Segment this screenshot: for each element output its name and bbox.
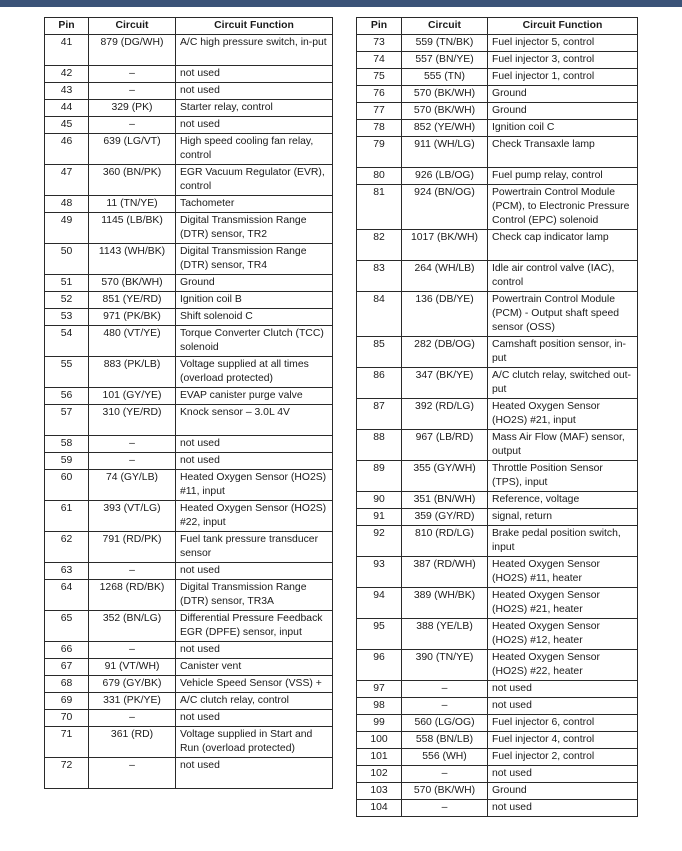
function-cell: Ground (176, 275, 333, 292)
table-row (357, 526, 638, 557)
pin-cell: 100 (357, 732, 402, 749)
table-row (45, 134, 333, 165)
function-cell: not used (176, 642, 333, 659)
pin-cell: 96 (357, 650, 402, 681)
circuit-cell: 570 (BK/WH) (402, 86, 488, 103)
table-row (357, 261, 638, 292)
circuit-cell: 926 (LB/OG) (402, 168, 488, 185)
function-cell: Heated Oxygen Sensor (HO2S) #21, input (488, 399, 638, 430)
circuit-cell: 91 (VT/WH) (89, 659, 176, 676)
pin-cell: 62 (45, 532, 89, 563)
table-row (45, 532, 333, 563)
pin-cell: 49 (45, 213, 89, 244)
table-row (357, 749, 638, 766)
pin-cell: 102 (357, 766, 402, 783)
pin-cell: 72 (45, 758, 89, 789)
circuit-cell: – (89, 436, 176, 453)
table-row (357, 86, 638, 103)
table-row (45, 642, 333, 659)
pin-cell: 93 (357, 557, 402, 588)
pin-cell: 88 (357, 430, 402, 461)
function-cell: Heated Oxygen Sensor (HO2S) #11, heater (488, 557, 638, 588)
function-cell: EGR Vacuum Regulator (EVR), control (176, 165, 333, 196)
circuit-cell: 560 (LG/OG) (402, 715, 488, 732)
circuit-cell: 136 (DB/YE) (402, 292, 488, 337)
table-row (45, 563, 333, 580)
circuit-cell: 556 (WH) (402, 749, 488, 766)
pin-cell: 54 (45, 326, 89, 357)
table-row (357, 650, 638, 681)
function-cell: Heated Oxygen Sensor (HO2S) #11, input (176, 470, 333, 501)
function-cell: A/C clutch relay, control (176, 693, 333, 710)
table-row (357, 168, 638, 185)
pin-cell: 45 (45, 117, 89, 134)
pin-cell: 68 (45, 676, 89, 693)
circuit-cell: – (402, 698, 488, 715)
function-cell: Voltage supplied in Start and Run (overload protected) (176, 727, 333, 758)
table-row (357, 35, 638, 52)
pin-cell: 64 (45, 580, 89, 611)
circuit-cell: 388 (YE/LB) (402, 619, 488, 650)
pin-cell: 80 (357, 168, 402, 185)
circuit-cell: – (89, 453, 176, 470)
table-row (357, 509, 638, 526)
function-cell: Fuel injector 1, control (488, 69, 638, 86)
circuit-cell: – (402, 681, 488, 698)
circuit-cell: 11 (TN/YE) (89, 196, 176, 213)
table-row (45, 357, 333, 388)
table-row (357, 337, 638, 368)
function-cell: Powertrain Control Module (PCM), to Electronic Pressure Control (EPC) solenoid (488, 185, 638, 230)
pin-cell: 92 (357, 526, 402, 557)
function-cell: Ground (488, 86, 638, 103)
function-cell: High speed cooling fan relay, control (176, 134, 333, 165)
pin-cell: 53 (45, 309, 89, 326)
window-top-bar (0, 0, 682, 7)
pin-cell: 78 (357, 120, 402, 137)
function-cell: Torque Converter Clutch (TCC) solenoid (176, 326, 333, 357)
function-cell: Reference, voltage (488, 492, 638, 509)
circuit-cell: 282 (DB/OG) (402, 337, 488, 368)
table-row (45, 727, 333, 758)
table-row (357, 715, 638, 732)
pin-cell: 42 (45, 66, 89, 83)
table-row (45, 100, 333, 117)
function-cell: Brake pedal position switch, input (488, 526, 638, 557)
function-cell: not used (488, 681, 638, 698)
circuit-cell: 924 (BN/OG) (402, 185, 488, 230)
table-row (45, 326, 333, 357)
table-row (45, 453, 333, 470)
circuit-cell: 387 (RD/WH) (402, 557, 488, 588)
function-cell: Heated Oxygen Sensor (HO2S) #22, input (176, 501, 333, 532)
pin-cell: 99 (357, 715, 402, 732)
circuit-cell: 351 (BN/WH) (402, 492, 488, 509)
function-cell: Knock sensor – 3.0L 4V (176, 405, 333, 436)
pin-cell: 81 (357, 185, 402, 230)
pin-cell: 46 (45, 134, 89, 165)
circuit-cell: 967 (LB/RD) (402, 430, 488, 461)
table-row (45, 580, 333, 611)
pin-cell: 101 (357, 749, 402, 766)
function-cell: Mass Air Flow (MAF) sensor, output (488, 430, 638, 461)
pin-cell: 85 (357, 337, 402, 368)
function-cell: Throttle Position Sensor (TPS), input (488, 461, 638, 492)
circuit-cell: 679 (GY/BK) (89, 676, 176, 693)
circuit-cell: 558 (BN/LB) (402, 732, 488, 749)
circuit-cell: 359 (GY/RD) (402, 509, 488, 526)
function-cell: Canister vent (176, 659, 333, 676)
function-cell: Starter relay, control (176, 100, 333, 117)
pin-cell: 44 (45, 100, 89, 117)
function-cell: Fuel injector 2, control (488, 749, 638, 766)
pin-cell: 97 (357, 681, 402, 698)
pin-cell: 60 (45, 470, 89, 501)
circuit-cell: 331 (PK/YE) (89, 693, 176, 710)
pin-cell: 87 (357, 399, 402, 430)
circuit-cell: 361 (RD) (89, 727, 176, 758)
table-row (45, 470, 333, 501)
circuit-cell: 264 (WH/LB) (402, 261, 488, 292)
table-row (45, 659, 333, 676)
table-row (45, 117, 333, 134)
table-row (357, 368, 638, 399)
circuit-cell: 791 (RD/PK) (89, 532, 176, 563)
function-cell: Ignition coil B (176, 292, 333, 309)
function-cell: Differential Pressure Feedback EGR (DPFE) sensor, input (176, 611, 333, 642)
circuit-cell: – (89, 83, 176, 100)
pin-cell: 52 (45, 292, 89, 309)
pin-cell: 91 (357, 509, 402, 526)
function-cell: not used (176, 453, 333, 470)
pin-cell: 94 (357, 588, 402, 619)
table-row (45, 35, 333, 66)
function-cell: not used (176, 117, 333, 134)
header-circuit-function: Circuit Function (176, 18, 333, 35)
table-row (357, 800, 638, 817)
circuit-cell: 555 (TN) (402, 69, 488, 86)
circuit-cell: – (89, 117, 176, 134)
function-cell: Digital Transmission Range (DTR) sensor, TR2 (176, 213, 333, 244)
table-row (357, 461, 638, 492)
function-cell: not used (176, 563, 333, 580)
circuit-cell: 639 (LG/VT) (89, 134, 176, 165)
function-cell: Heated Oxygen Sensor (HO2S) #22, heater (488, 650, 638, 681)
table-row (45, 693, 333, 710)
table-header-row (45, 18, 333, 35)
function-cell: Powertrain Control Module (PCM) - Output shaft speed sensor (OSS) (488, 292, 638, 337)
circuit-cell: 392 (RD/LG) (402, 399, 488, 430)
table-row (45, 501, 333, 532)
pin-cell: 55 (45, 357, 89, 388)
pin-cell: 58 (45, 436, 89, 453)
table-row (45, 611, 333, 642)
table-row (357, 399, 638, 430)
table-row (45, 292, 333, 309)
table-row (357, 766, 638, 783)
pin-cell: 71 (45, 727, 89, 758)
function-cell: not used (488, 766, 638, 783)
pin-cell: 59 (45, 453, 89, 470)
function-cell: Ignition coil C (488, 120, 638, 137)
circuit-cell: 911 (WH/LG) (402, 137, 488, 168)
function-cell: Digital Transmission Range (DTR) sensor, TR3A (176, 580, 333, 611)
table-row (45, 676, 333, 693)
function-cell: Fuel tank pressure transducer sensor (176, 532, 333, 563)
circuit-cell: 971 (PK/BK) (89, 309, 176, 326)
table-row (357, 492, 638, 509)
pin-cell: 79 (357, 137, 402, 168)
function-cell: Check cap indicator lamp (488, 230, 638, 261)
table-row (45, 388, 333, 405)
function-cell: Camshaft position sensor, in-put (488, 337, 638, 368)
circuit-cell: 74 (GY/LB) (89, 470, 176, 501)
circuit-cell: 1017 (BK/WH) (402, 230, 488, 261)
function-cell: not used (488, 698, 638, 715)
circuit-cell: 101 (GY/YE) (89, 388, 176, 405)
pin-cell: 90 (357, 492, 402, 509)
circuit-cell: 570 (BK/WH) (402, 103, 488, 120)
circuit-cell: 389 (WH/BK) (402, 588, 488, 619)
pin-cell: 75 (357, 69, 402, 86)
function-cell: Shift solenoid C (176, 309, 333, 326)
pin-cell: 103 (357, 783, 402, 800)
circuit-cell: 851 (YE/RD) (89, 292, 176, 309)
function-cell: A/C high pressure switch, in-put (176, 35, 333, 66)
table-row (357, 52, 638, 69)
circuit-cell: 329 (PK) (89, 100, 176, 117)
header-circuit-function: Circuit Function (488, 18, 638, 35)
pin-cell: 63 (45, 563, 89, 580)
circuit-cell: – (89, 710, 176, 727)
circuit-cell: 852 (YE/WH) (402, 120, 488, 137)
pin-cell: 57 (45, 405, 89, 436)
pin-cell: 67 (45, 659, 89, 676)
pin-cell: 77 (357, 103, 402, 120)
pin-cell: 51 (45, 275, 89, 292)
function-cell: Voltage supplied at all times (overload protected) (176, 357, 333, 388)
circuit-cell: – (89, 758, 176, 789)
pin-cell: 84 (357, 292, 402, 337)
circuit-cell: 390 (TN/YE) (402, 650, 488, 681)
pin-table-right (356, 17, 638, 817)
table-row (357, 185, 638, 230)
function-cell: Fuel injector 3, control (488, 52, 638, 69)
table-row (357, 588, 638, 619)
table-row (357, 120, 638, 137)
table-row (357, 230, 638, 261)
pin-cell: 104 (357, 800, 402, 817)
table-row (45, 275, 333, 292)
circuit-cell: – (89, 563, 176, 580)
pin-table-left (44, 17, 333, 789)
function-cell: Ground (488, 783, 638, 800)
function-cell: Heated Oxygen Sensor (HO2S) #12, heater (488, 619, 638, 650)
circuit-cell: 883 (PK/LB) (89, 357, 176, 388)
function-cell: A/C clutch relay, switched out-put (488, 368, 638, 399)
table-row (45, 758, 333, 789)
table-row (45, 83, 333, 100)
pin-cell: 74 (357, 52, 402, 69)
function-cell: Ground (488, 103, 638, 120)
pin-cell: 41 (45, 35, 89, 66)
function-cell: not used (488, 800, 638, 817)
pin-cell: 47 (45, 165, 89, 196)
pin-cell: 98 (357, 698, 402, 715)
table-row (357, 557, 638, 588)
table-row (357, 681, 638, 698)
table-row (357, 292, 638, 337)
circuit-cell: 1268 (RD/BK) (89, 580, 176, 611)
circuit-cell: 810 (RD/LG) (402, 526, 488, 557)
circuit-cell: 347 (BK/YE) (402, 368, 488, 399)
function-cell: Check Transaxle lamp (488, 137, 638, 168)
function-cell: Fuel injector 6, control (488, 715, 638, 732)
circuit-cell: 480 (VT/YE) (89, 326, 176, 357)
table-row (45, 436, 333, 453)
pin-cell: 83 (357, 261, 402, 292)
circuit-cell: – (89, 66, 176, 83)
table-row (45, 244, 333, 275)
circuit-cell: 393 (VT/LG) (89, 501, 176, 532)
pin-cell: 48 (45, 196, 89, 213)
circuit-cell: 570 (BK/WH) (402, 783, 488, 800)
pin-cell: 66 (45, 642, 89, 659)
circuit-cell: 559 (TN/BK) (402, 35, 488, 52)
circuit-cell: 570 (BK/WH) (89, 275, 176, 292)
function-cell: not used (176, 710, 333, 727)
circuit-cell: 557 (BN/YE) (402, 52, 488, 69)
table-row (357, 783, 638, 800)
circuit-cell: 352 (BN/LG) (89, 611, 176, 642)
function-cell: Vehicle Speed Sensor (VSS) + (176, 676, 333, 693)
pin-cell: 56 (45, 388, 89, 405)
header-circuit: Circuit (89, 18, 176, 35)
function-cell: Tachometer (176, 196, 333, 213)
circuit-cell: – (89, 642, 176, 659)
circuit-cell: 355 (GY/WH) (402, 461, 488, 492)
function-cell: not used (176, 758, 333, 789)
pin-cell: 43 (45, 83, 89, 100)
function-cell: EVAP canister purge valve (176, 388, 333, 405)
table-row (357, 103, 638, 120)
circuit-cell: – (402, 766, 488, 783)
function-cell: signal, return (488, 509, 638, 526)
pin-cell: 50 (45, 244, 89, 275)
pin-cell: 82 (357, 230, 402, 261)
table-row (357, 698, 638, 715)
table-row (45, 196, 333, 213)
function-cell: Digital Transmission Range (DTR) sensor, TR4 (176, 244, 333, 275)
function-cell: not used (176, 83, 333, 100)
pin-cell: 65 (45, 611, 89, 642)
function-cell: Heated Oxygen Sensor (HO2S) #21, heater (488, 588, 638, 619)
header-pin: Pin (357, 18, 402, 35)
table-row (357, 619, 638, 650)
circuit-cell: 310 (YE/RD) (89, 405, 176, 436)
circuit-cell: 1145 (LB/BK) (89, 213, 176, 244)
table-row (45, 66, 333, 83)
circuit-cell: 360 (BN/PK) (89, 165, 176, 196)
pin-cell: 61 (45, 501, 89, 532)
circuit-cell: 1143 (WH/BK) (89, 244, 176, 275)
pin-cell: 86 (357, 368, 402, 399)
table-row (45, 710, 333, 727)
function-cell: Fuel injector 5, control (488, 35, 638, 52)
table-row (45, 405, 333, 436)
header-circuit: Circuit (402, 18, 488, 35)
pin-cell: 95 (357, 619, 402, 650)
circuit-cell: – (402, 800, 488, 817)
pin-cell: 70 (45, 710, 89, 727)
function-cell: Fuel pump relay, control (488, 168, 638, 185)
function-cell: Fuel injector 4, control (488, 732, 638, 749)
function-cell: not used (176, 66, 333, 83)
pin-cell: 89 (357, 461, 402, 492)
pin-cell: 73 (357, 35, 402, 52)
function-cell: Idle air control valve (IAC), control (488, 261, 638, 292)
circuit-cell: 879 (DG/WH) (89, 35, 176, 66)
table-row (357, 69, 638, 86)
function-cell: not used (176, 436, 333, 453)
table-row (45, 309, 333, 326)
header-pin: Pin (45, 18, 89, 35)
table-row (45, 165, 333, 196)
table-row (357, 430, 638, 461)
pin-cell: 69 (45, 693, 89, 710)
table-row (357, 137, 638, 168)
table-row (357, 732, 638, 749)
pin-cell: 76 (357, 86, 402, 103)
table-header-row (357, 18, 638, 35)
table-row (45, 213, 333, 244)
